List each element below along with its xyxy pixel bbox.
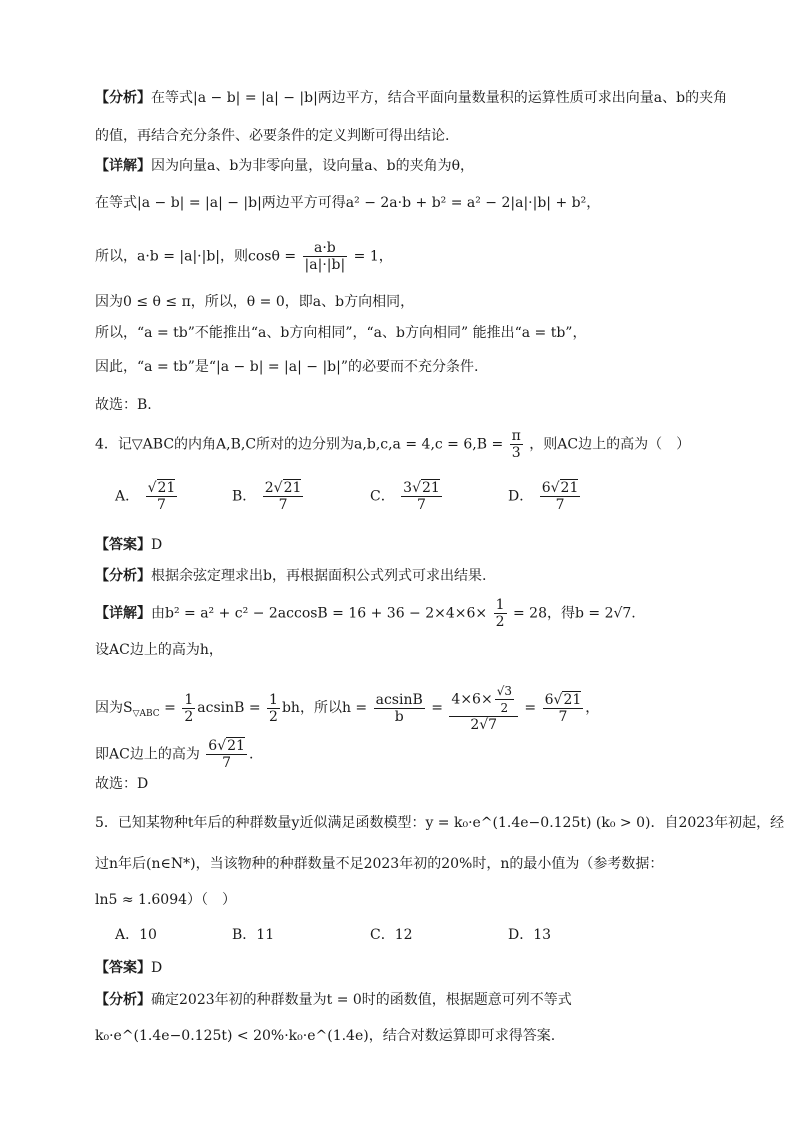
answer-value: D (151, 960, 163, 976)
q4-option-a[interactable] (115, 480, 179, 513)
radicand: 21 (283, 480, 302, 496)
fraction-denominator: 2 (269, 708, 278, 725)
q3-analysis-line (95, 88, 727, 108)
coef: 6 (544, 691, 554, 708)
detail-text: 因为向量a、b为非零向量，设向量a、b的夹角为θ， (151, 158, 475, 174)
radicand: 21 (227, 738, 245, 754)
analysis-tag: 【分析】 (95, 568, 151, 584)
answer-value: D (151, 537, 163, 553)
option-label: A． (115, 488, 140, 505)
fraction-denominator: b (394, 708, 404, 725)
coef: 6 (541, 480, 551, 496)
area-subscript: ▽ABC (132, 708, 160, 719)
detail-text: = 28，得b = 2√7. (512, 605, 636, 622)
analysis-tag: 【分析】 (95, 90, 151, 106)
fraction-denominator: 7 (156, 497, 166, 513)
answer-tag: 【答案】 (95, 537, 151, 553)
radicand: 21 (422, 480, 440, 496)
q3-detail-line-3 (95, 240, 393, 273)
radicand: 21 (157, 480, 176, 496)
q4-option-d[interactable] (508, 480, 582, 513)
q5-stem-1: 5．已知某物种t年后的种群数量y近似满足函数模型：y = k₀·e^(1.4e−0.125t) (k₀ > 0)．自2023年初起，经 (95, 815, 785, 831)
option-fraction (263, 480, 304, 513)
fraction-numerator: 6√21 (208, 738, 245, 754)
coef: 6 (208, 738, 218, 754)
analysis-tag: 【分析】 (95, 992, 151, 1008)
detail-text: 所以，a·b = |a|·|b|，则cosθ = (95, 248, 297, 265)
option-label: C． (370, 488, 395, 505)
q5-option-d[interactable]: D．13 (508, 927, 552, 943)
q4-detail-line-4 (95, 738, 253, 771)
q4-answer (95, 535, 162, 555)
detail-text: . (248, 746, 254, 763)
h-fraction (374, 692, 425, 725)
fraction-numerator: π (511, 428, 521, 444)
option-label: D． (508, 488, 534, 505)
detail-text: = 1， (353, 248, 393, 265)
q5-answer (95, 958, 162, 978)
q4-option-c[interactable] (370, 480, 444, 513)
fraction-numerator: √21 (147, 480, 176, 496)
q4-choice: 故选：D (95, 776, 149, 792)
fraction-denominator: 7 (555, 497, 565, 513)
coef: 2 (264, 480, 274, 496)
fraction-numerator: 1 (269, 691, 278, 708)
fraction-denominator: 2 (500, 701, 509, 715)
q5-analysis (95, 990, 572, 1010)
stem-text: ，则AC边上的高为（ ） (529, 436, 691, 453)
detail-text: acsinB = (197, 700, 261, 716)
fraction-numerator: 6√21 (544, 691, 582, 708)
detail-text: = (524, 700, 537, 716)
fraction-numerator: acsinB (375, 691, 423, 708)
q3-detail-line-6: 因此，“a = tb”是“|a − b| = |a| − |b|”的必要而不充分条件. (95, 359, 479, 375)
q3-detail-line-4: 因为0 ≤ θ ≤ π，所以，θ = 0，即a、b方向相同， (95, 294, 415, 310)
half-fraction-2 (267, 692, 280, 725)
fraction-numerator (449, 683, 518, 717)
fraction-denominator: 7 (558, 708, 568, 725)
fraction-numerator: 1 (184, 691, 194, 708)
fraction-numerator: a·b (303, 240, 348, 257)
detail-text: 因为S (95, 700, 133, 716)
half-fraction (494, 597, 507, 630)
detail-text: 即AC边上的高为 (95, 746, 200, 763)
q4-stem (95, 428, 690, 461)
detail-text: = (164, 700, 176, 716)
detail-tag: 【详解】 (95, 605, 151, 622)
fraction-denominator: 7 (278, 497, 288, 513)
fraction-denominator: 7 (222, 755, 232, 771)
radicand: 21 (560, 480, 579, 496)
fraction-numerator: 6√21 (541, 480, 579, 496)
fraction-numerator: 3√21 (403, 480, 440, 496)
q3-analysis-cont: 的值，再结合充分条件、必要条件的定义判断可得出结论. (95, 128, 450, 144)
coef: 3 (403, 480, 413, 496)
big-fraction (449, 683, 518, 733)
detail-text: 由b² = a² + c² − 2accosB = 16 + 36 − 2×4×6× (151, 605, 488, 622)
fraction-denominator: |a|·|b| (304, 257, 346, 273)
fraction-denominator: 2√7 (470, 717, 498, 733)
q3-detail-line-5: 所以，“a = tb”不能推出“a、b方向相同”，“a、b方向相同” 能推出“a = tb”， (95, 325, 587, 341)
stem-text: 4．记▽ABC的内角A,B,C所对的边分别为a,b,c,a = 4,c = 6,B = (95, 436, 504, 453)
detail-text: ， (585, 700, 600, 716)
half-fraction (182, 692, 195, 725)
numerator-text: 4×6× (451, 691, 493, 708)
result-fraction (543, 692, 584, 725)
fraction-denominator: 2 (495, 614, 505, 630)
q3-detail-line-1 (95, 156, 474, 176)
q5-option-c[interactable]: C．12 (370, 927, 413, 943)
fraction-numerator: √3 (496, 684, 512, 698)
q4-detail-line-1 (95, 597, 636, 630)
fraction-denominator: 3 (511, 445, 521, 461)
q3-choice: 故选：B. (95, 397, 152, 413)
stem-fraction (510, 428, 523, 461)
result-fraction (206, 738, 247, 771)
q5-analysis-2: k₀·e^(1.4e−0.125t) < 20%·k₀·e^(1.4e)，结合对数运算即可求得答案. (95, 1028, 556, 1044)
fraction-numerator: 1 (495, 597, 505, 613)
detail-tag: 【详解】 (95, 158, 151, 174)
detail-text: bh，所以h = (281, 700, 368, 716)
option-fraction (401, 480, 442, 513)
detail-text: = (431, 700, 443, 716)
q4-analysis (95, 566, 486, 586)
q5-option-a[interactable]: A．10 (115, 927, 157, 943)
fraction-denominator: 7 (417, 497, 426, 513)
fraction-numerator: 2√21 (264, 480, 302, 496)
radicand: 21 (563, 691, 582, 708)
answer-tag: 【答案】 (95, 960, 151, 976)
analysis-text: 确定2023年初的种群数量为t = 0时的函数值，根据题意可列不等式 (151, 992, 572, 1008)
sqrt3-over-2 (495, 683, 514, 716)
q5-option-b[interactable]: B．11 (232, 927, 275, 943)
q3-detail-line-2: 在等式|a − b| = |a| − |b|两边平方可得a² − 2a·b + b² = a² − 2|a|·|b| + b²， (95, 195, 601, 211)
fraction-denominator: 2 (184, 708, 194, 725)
option-fraction (146, 480, 178, 513)
q4-detail-line-2: 设AC边上的高为h， (95, 642, 223, 658)
q5-stem-3: ln5 ≈ 1.6094）（ ） (95, 892, 237, 908)
q4-option-b[interactable] (232, 480, 305, 513)
cos-fraction (303, 240, 348, 273)
analysis-text: 在等式|a − b| = |a| − |b|两边平方，结合平面向量数量积的运算性质可求出向量a、b的夹角 (151, 90, 728, 106)
q5-stem-2: 过n年后(n∈N*)，当该物种的种群数量不足2023年初的20%时，n的最小值为（参考数据： (95, 856, 664, 872)
option-label: B． (232, 488, 257, 505)
q4-detail-line-3 (95, 683, 599, 733)
option-fraction (540, 480, 581, 513)
analysis-text: 根据余弦定理求出b，再根据面积公式列式可求出结果. (151, 568, 487, 584)
